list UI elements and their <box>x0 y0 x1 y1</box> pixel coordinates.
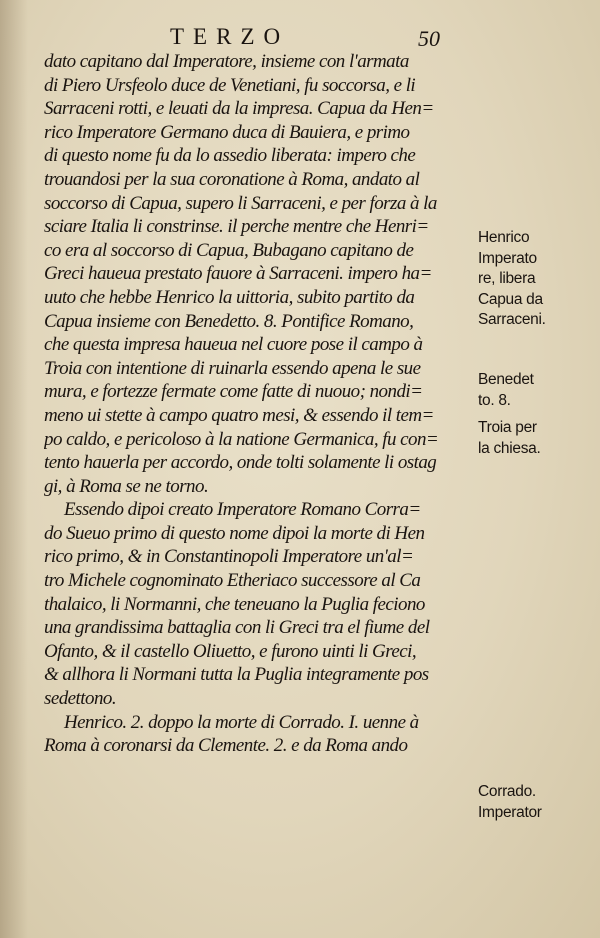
margin-note-line: Henrico <box>478 229 530 246</box>
text-line: meno ui stette à campo quatro mesi, & essendo il tem= <box>44 404 434 426</box>
margin-note-henrico <box>478 228 596 331</box>
text-line: sciare Italia li constrinse. il perche mentre che Henri= <box>44 216 429 238</box>
text-line: una grandissima battaglia con li Greci tra el fiume del <box>44 617 430 639</box>
margin-note-line: Imperator <box>478 803 542 821</box>
text-line: co era al soccorso di Capua, Bubagano capitano de <box>44 239 414 261</box>
paragraph-start-line: Essendo dipoi creato Imperatore Romano Corra= <box>64 499 421 521</box>
margin-note-line: Benedet <box>478 371 534 388</box>
text-line: thalaico, li Normanni, che teneuano la Puglia feciono <box>44 593 425 615</box>
text-line: tro Michele cognominato Etheriaco successore al Ca <box>44 570 421 592</box>
text-line: & allhora li Normani tutta la Puglia integramente pos <box>44 664 429 686</box>
running-head: TERZO <box>170 24 290 49</box>
margin-note-line: Corrado. <box>478 783 536 800</box>
binding-shadow <box>0 0 28 938</box>
margin-note-line: Troia per <box>478 419 537 436</box>
text-line: gi, à Roma se ne torno. <box>44 475 209 497</box>
margin-note-line: to. 8. <box>478 391 511 409</box>
text-line: Greci haueua prestato fauore à Sarraceni. impero ha= <box>44 263 432 285</box>
margin-note-line: Sarraceni. <box>478 311 546 328</box>
text-line: tento hauerla per accordo, onde tolti solamente li ostag <box>44 452 437 474</box>
text-line: uuto che hebbe Henrico la uittoria, subito partito da <box>44 286 415 308</box>
text-line: rico primo, & in Constantinopoli Imperatore un'al= <box>44 546 414 568</box>
margin-note-line: Capua da <box>478 290 543 308</box>
text-line: Troia con intentione di ruinarla essendo apena le sue <box>44 357 421 379</box>
text-line: Roma à coronarsi da Clemente. 2. e da Roma ando <box>44 735 408 757</box>
margin-note-line: re, libera <box>478 270 536 287</box>
text-line: soccorso di Capua, supero li Sarraceni, e per forza à la <box>44 192 437 214</box>
text-line: di questo nome fu da lo assedio liberata: impero che <box>44 145 416 167</box>
text-line: Sarraceni rotti, e leuati da la impresa. Capua da Hen= <box>44 98 434 120</box>
text-line: Capua insieme con Benedetto. 8. Pontifice Romano, <box>44 310 414 332</box>
margin-note-line: la chiesa. <box>478 439 541 457</box>
text-line: mura, e fortezze fermate come fatte di nuouo; nondi= <box>44 381 423 403</box>
text-line: do Sueuo primo di questo nome dipoi la morte di Hen <box>44 522 425 544</box>
margin-note-line: Imperato <box>478 249 537 267</box>
paragraph-start-line: Henrico. 2. doppo la morte di Corrado. I. uenne à <box>64 711 419 733</box>
page-number: 50 <box>418 26 440 51</box>
main-text-block <box>44 50 474 758</box>
margin-note-troia <box>478 418 596 459</box>
text-line: di Piero Ursfeolo duce de Venetiani, fu soccorsa, e li <box>44 74 416 96</box>
text-line: Ofanto, & il castello Oliuetto, e furono uinti li Greci, <box>44 640 417 662</box>
text-line: rico Imperatore Germano duca di Bauiera, e primo <box>44 121 410 143</box>
text-line: trouandosi per la sua coronatione à Roma, andato al <box>44 168 420 190</box>
text-line: po caldo, e pericoloso à la natione Germanica, fu con= <box>44 428 439 450</box>
margin-note-corrado <box>478 782 596 823</box>
text-line: sedettono. <box>44 688 117 710</box>
margin-note-benedetto <box>478 370 596 411</box>
text-line: dato capitano dal Imperatore, insieme con l'armata <box>44 51 409 72</box>
text-line: che questa impresa haueua nel cuore pose il campo à <box>44 334 423 356</box>
